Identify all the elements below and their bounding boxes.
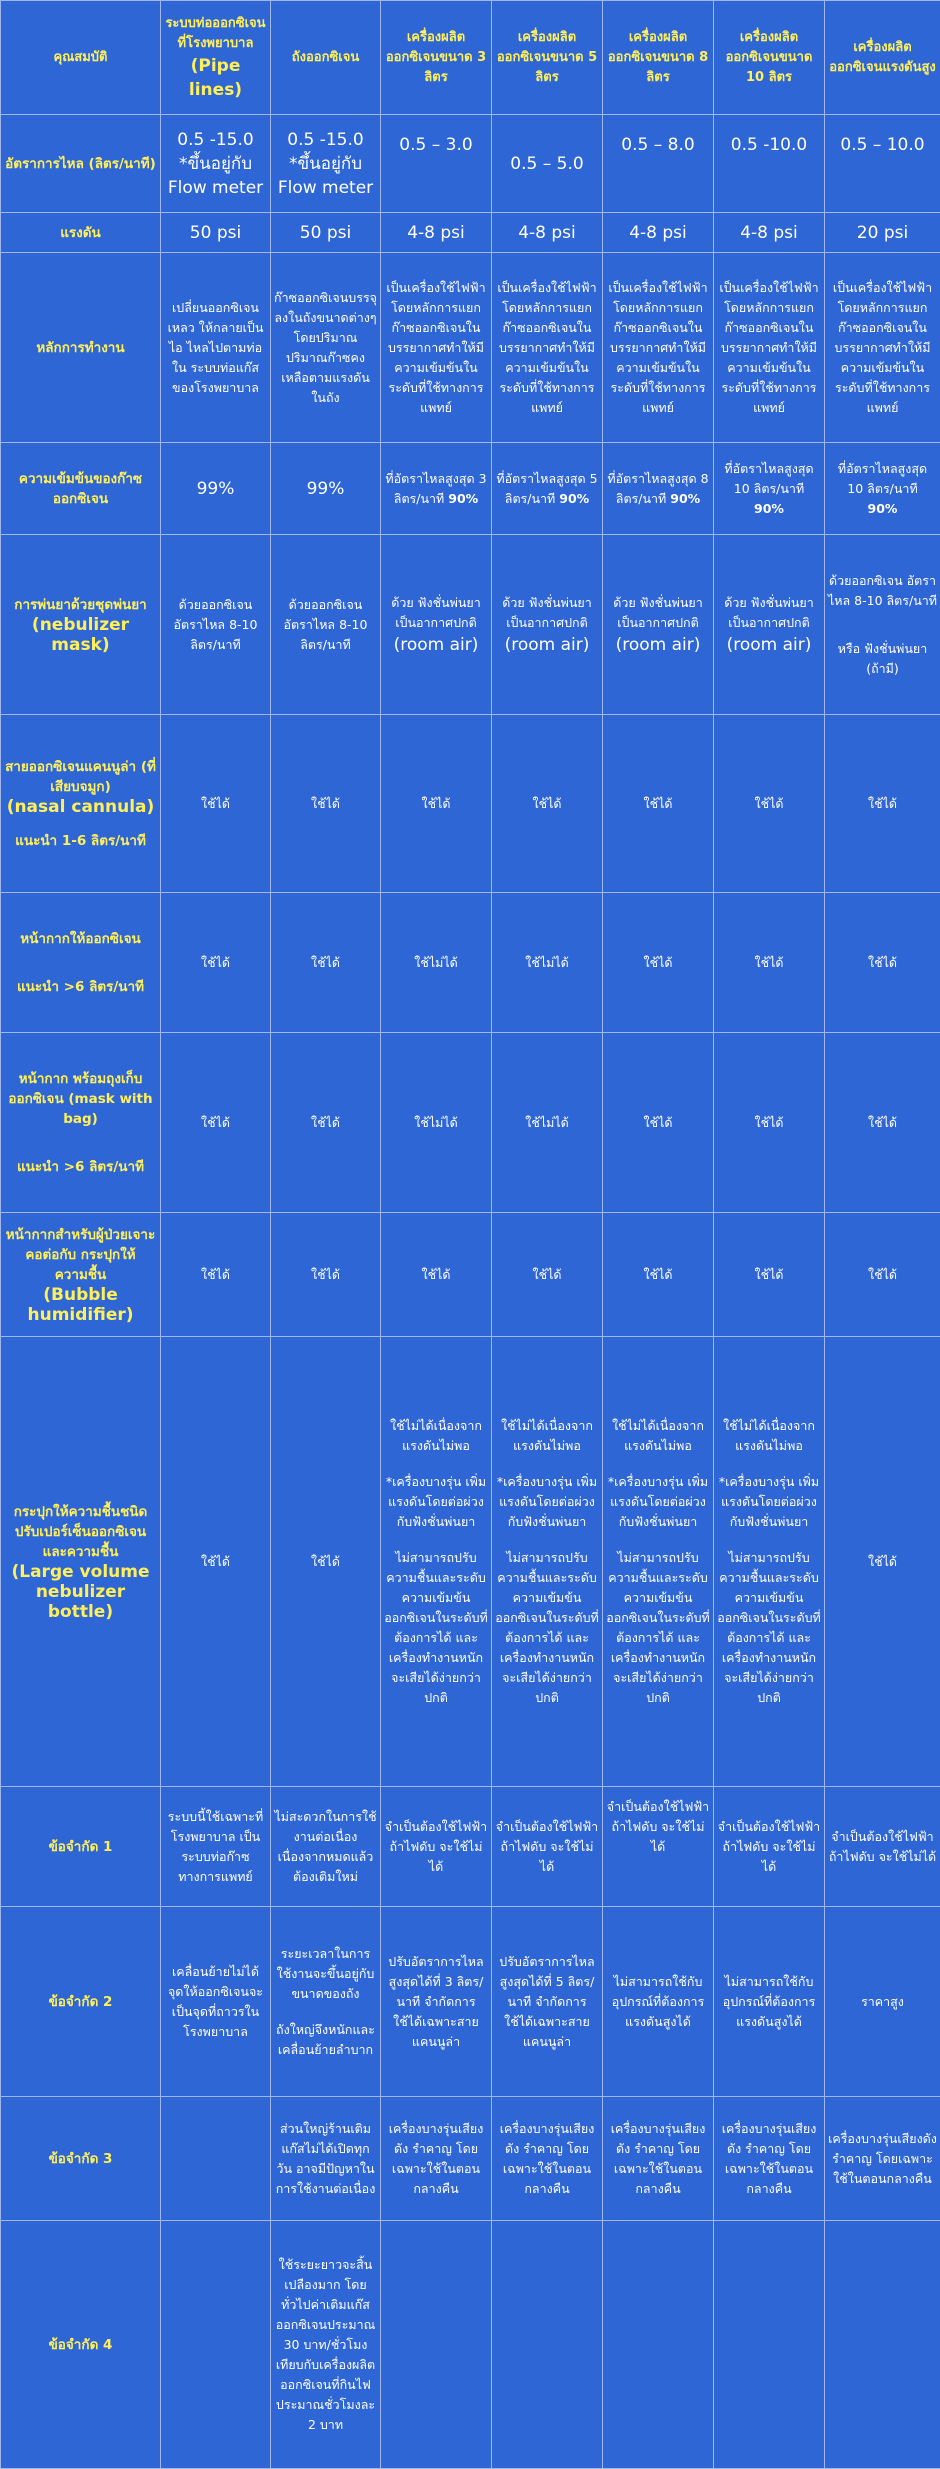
neb-gen10-text: ด้วย ฟังชั่นพ่นยาเป็นอากาศปกติ bbox=[724, 594, 814, 630]
label-cannula-note: แนะนำ 1-6 ลิตร/นาที bbox=[15, 832, 146, 849]
conc-gen8 bbox=[603, 443, 714, 535]
limit3-pipeline bbox=[161, 2097, 271, 2221]
lneb-gen10 bbox=[714, 1337, 825, 1787]
lneb-gen10-c: ไม่สามารถปรับความชื้นและระดับความเข้มข้นออกซิเจนในระดับที่ต้องการได้ และเครื่องทำงานหนักจะเสียได้ง่ายกว่าปกติ bbox=[717, 1549, 821, 1705]
label-humidifier bbox=[1, 1213, 161, 1337]
principle-pipeline: เปลี่ยนออกซิเจนเหลว ให้กลายเป็นไอ ไหลไปตามท่อใน ระบบท่อแก๊สของโรงพยาบาล bbox=[161, 253, 271, 443]
cannula-gen3: ใช้ได้ bbox=[381, 715, 492, 893]
flow-tank bbox=[271, 115, 381, 213]
conc-gen5-text: ที่อัตราไหลสูงสุด 5 ลิตร/นาที bbox=[496, 470, 598, 506]
limit4-tank: ใช้ระยะยาวจะสิ้นเปลืองมาก โดยทั่วไปค่าเติมแก๊สออกซิเจนประมาณ 30 บาท/ชั่วโมง เทียบกับเครื่องผลิตออกซิเจนที่กินไฟประมาณชั่วโมงละ 2 บาท bbox=[271, 2221, 381, 2469]
row-limit3 bbox=[1, 2097, 940, 2221]
lneb-tank: ใช้ได้ bbox=[271, 1337, 381, 1787]
humid-gen3: ใช้ได้ bbox=[381, 1213, 492, 1337]
principle-gen3: เป็นเครื่องใช้ไฟฟ้าโดยหลักการแยกก๊าซออกซิเจนในบรรยากาศทำให้มีความเข้มข้นในระดับที่ใช้ทางการแพทย์ bbox=[381, 253, 492, 443]
cannula-gen5: ใช้ได้ bbox=[492, 715, 603, 893]
label-flow: อัตราการไหล (ลิตร/นาที) bbox=[1, 115, 161, 213]
limit1-pipeline: ระบบนี้ใช้เฉพาะที่โรงพยาบาล เป็นระบบท่อก๊าซทางการแพทย์ bbox=[161, 1787, 271, 1907]
conc-gen10 bbox=[714, 443, 825, 535]
neb-gen3 bbox=[381, 535, 492, 715]
limit4-gen3 bbox=[381, 2221, 492, 2469]
label-nebulizer-en: (nebulizer mask) bbox=[31, 614, 130, 655]
row-concentration bbox=[1, 443, 940, 535]
cannula-genhp: ใช้ได้ bbox=[825, 715, 940, 893]
flow-gen10: 0.5 -10.0 bbox=[714, 115, 825, 213]
neb-gen8 bbox=[603, 535, 714, 715]
label-concentration: ความเข้มข้นของก๊าซออกซิเจน bbox=[1, 443, 161, 535]
header-gen8: เครื่องผลิตออกซิเจนขนาด 8 ลิตร bbox=[603, 1, 714, 115]
lneb-gen8-b: *เครื่องบางรุ่น เพิ่มแรงดันโดยต่อผ่วงกับฟังชั่นพ่นยา bbox=[607, 1473, 709, 1529]
label-cannula bbox=[1, 715, 161, 893]
neb-tank: ด้วยออกซิเจน อัตราไหล 8-10 ลิตร/นาที bbox=[271, 535, 381, 715]
limit2-gen8: ไม่สามารถใช้กับอุปกรณ์ที่ต้องการแรงดันสูงได้ bbox=[603, 1907, 714, 2097]
row-cannula bbox=[1, 715, 940, 893]
limit4-gen8 bbox=[603, 2221, 714, 2469]
label-mask-th: หน้ากากให้ออกซิเจน bbox=[20, 930, 141, 947]
pressure-gen5: 4-8 psi bbox=[492, 213, 603, 253]
header-gen3: เครื่องผลิตออกซิเจนขนาด 3 ลิตร bbox=[381, 1, 492, 115]
pressure-genhp: 20 psi bbox=[825, 213, 940, 253]
limit4-pipeline bbox=[161, 2221, 271, 2469]
humid-pipeline: ใช้ได้ bbox=[161, 1213, 271, 1337]
cannula-gen8: ใช้ได้ bbox=[603, 715, 714, 893]
row-limit2 bbox=[1, 1907, 940, 2097]
header-genhp: เครื่องผลิตออกซิเจนแรงดันสูง bbox=[825, 1, 940, 115]
bagmask-genhp: ใช้ได้ bbox=[825, 1033, 940, 1213]
conc-gen8-value: 90% bbox=[670, 490, 701, 506]
header-gen5: เครื่องผลิตออกซิเจนขนาด 5 ลิตร bbox=[492, 1, 603, 115]
neb-gen10 bbox=[714, 535, 825, 715]
neb-gen8-text: ด้วย ฟังชั่นพ่นยาเป็นอากาศปกติ bbox=[613, 594, 703, 630]
flow-tank-note: *ขึ้นอยู่กับ Flow meter bbox=[277, 153, 374, 198]
lneb-gen5 bbox=[492, 1337, 603, 1787]
flow-tank-value: 0.5 -15.0 bbox=[287, 129, 364, 150]
limit3-genhp: เครื่องบางรุ่นเสียงดัง รำคาญ โดยเฉพาะใช้ในตอนกลางคืน bbox=[825, 2097, 940, 2221]
limit2-tank-b: ถังใหญ่จึงหนักและเคลื่อนย้ายลำบาก bbox=[276, 2021, 375, 2057]
row-humidifier bbox=[1, 1213, 940, 1337]
lneb-gen3-c: ไม่สามารถปรับความชื้นและระดับความเข้มข้นออกซิเจนในระดับที่ต้องการได้ และเครื่องทำงานหนักจะเสียได้ง่ายกว่าปกติ bbox=[384, 1549, 488, 1705]
cannula-pipeline: ใช้ได้ bbox=[161, 715, 271, 893]
bagmask-pipeline: ใช้ได้ bbox=[161, 1033, 271, 1213]
header-tank: ถังออกซิเจน bbox=[271, 1, 381, 115]
humid-gen5: ใช้ได้ bbox=[492, 1213, 603, 1337]
neb-genhp-a: ด้วยออกซิเจน อัตราไหล 8-10 ลิตร/นาที bbox=[828, 572, 938, 608]
limit3-gen8: เครื่องบางรุ่นเสียงดัง รำคาญ โดยเฉพาะใช้ในตอนกลางคืน bbox=[603, 2097, 714, 2221]
label-principle: หลักการทำงาน bbox=[1, 253, 161, 443]
limit2-gen5: ปรับอัตราการไหลสูงสุดได้ที่ 5 ลิตร/นาที จำกัดการใช้ได้เฉพาะสายแคนนูล่า bbox=[492, 1907, 603, 2097]
limit2-tank-a: ระยะเวลาในการใช้งานจะขึ้นอยู่กับขนาดของถัง bbox=[276, 1945, 375, 2001]
flow-gen3: 0.5 – 3.0 bbox=[381, 115, 492, 213]
neb-pipeline: ด้วยออกซิเจน อัตราไหล 8-10 ลิตร/นาที bbox=[161, 535, 271, 715]
label-bagmask-note: แนะนำ >6 ลิตร/นาที bbox=[16, 1158, 145, 1175]
limit4-gen10 bbox=[714, 2221, 825, 2469]
label-cannula-th: สายออกซิเจนแคนนูล่า (ที่เสียบจมูก) bbox=[5, 758, 156, 795]
bagmask-tank: ใช้ได้ bbox=[271, 1033, 381, 1213]
limit2-tank bbox=[271, 1907, 381, 2097]
label-mask-note: แนะนำ >6 ลิตร/นาที bbox=[16, 978, 145, 995]
lneb-gen8-a: ใช้ไม่ได้เนื่องจากแรงดันไม่พอ bbox=[612, 1417, 704, 1453]
pressure-gen3: 4-8 psi bbox=[381, 213, 492, 253]
neb-gen8-en: (room air) bbox=[615, 634, 701, 655]
pressure-pipeline: 50 psi bbox=[161, 213, 271, 253]
conc-gen10-value: 90% bbox=[754, 500, 784, 516]
humid-tank: ใช้ได้ bbox=[271, 1213, 381, 1337]
row-pressure bbox=[1, 213, 940, 253]
conc-tank: 99% bbox=[271, 443, 381, 535]
bagmask-gen8: ใช้ได้ bbox=[603, 1033, 714, 1213]
principle-tank: ก๊าซออกซิเจนบรรจุลงในถังขนาดต่างๆ โดยปริมาณปริมาณก๊าซคงเหลือตามแรงดันในถัง bbox=[271, 253, 381, 443]
flow-gen5: 0.5 – 5.0 bbox=[492, 115, 603, 213]
principle-gen10: เป็นเครื่องใช้ไฟฟ้าโดยหลักการแยกก๊าซออกซิเจนในบรรยากาศทำให้มีความเข้มข้นในระดับที่ใช้ทางการแพทย์ bbox=[714, 253, 825, 443]
conc-genhp-text: ที่อัตราไหลสูงสุด 10 ลิตร/นาที bbox=[837, 460, 928, 496]
label-nebulizer-th: การพ่นยาด้วยชุดพ่นยา bbox=[14, 596, 147, 613]
mask-gen3: ใช้ไม่ได้ bbox=[381, 893, 492, 1033]
conc-gen3 bbox=[381, 443, 492, 535]
label-bagmask-th: หน้ากาก พร้อมถุงเก็บออกซิเจน (mask with bag) bbox=[8, 1070, 153, 1127]
pressure-tank: 50 psi bbox=[271, 213, 381, 253]
limit3-gen5: เครื่องบางรุ่นเสียงดัง รำคาญ โดยเฉพาะใช้ในตอนกลางคืน bbox=[492, 2097, 603, 2221]
mask-gen5: ใช้ไม่ได้ bbox=[492, 893, 603, 1033]
flow-pipeline bbox=[161, 115, 271, 213]
conc-genhp bbox=[825, 443, 940, 535]
label-pressure: แรงดัน bbox=[1, 213, 161, 253]
lneb-gen5-b: *เครื่องบางรุ่น เพิ่มแรงดันโดยต่อผ่วงกับฟังชั่นพ่นยา bbox=[496, 1473, 598, 1529]
lneb-pipeline: ใช้ได้ bbox=[161, 1337, 271, 1787]
limit3-gen10: เครื่องบางรุ่นเสียงดัง รำคาญ โดยเฉพาะใช้ในตอนกลางคืน bbox=[714, 2097, 825, 2221]
bagmask-gen5: ใช้ไม่ได้ bbox=[492, 1033, 603, 1213]
limit2-gen10: ไม่สามารถใช้กับอุปกรณ์ที่ต้องการแรงดันสูงได้ bbox=[714, 1907, 825, 2097]
limit1-gen10: จำเป็นต้องใช้ไฟฟ้า ถ้าไฟดับ จะใช้ไม่ได้ bbox=[714, 1787, 825, 1907]
pressure-gen10: 4-8 psi bbox=[714, 213, 825, 253]
cannula-gen10: ใช้ได้ bbox=[714, 715, 825, 893]
header-gen10: เครื่องผลิตออกซิเจนขนาด 10 ลิตร bbox=[714, 1, 825, 115]
header-property: คุณสมบัติ bbox=[1, 1, 161, 115]
row-principle bbox=[1, 253, 940, 443]
row-limit4 bbox=[1, 2221, 940, 2469]
lneb-gen8 bbox=[603, 1337, 714, 1787]
header-pipeline bbox=[161, 1, 271, 115]
limit3-tank: ส่วนใหญ่ร้านเติมแก๊สไม่ได้เปิดทุกวัน อาจมีปัญหาในการใช้งานต่อเนื่อง bbox=[271, 2097, 381, 2221]
bagmask-gen3: ใช้ไม่ได้ bbox=[381, 1033, 492, 1213]
label-nebulizer bbox=[1, 535, 161, 715]
mask-tank: ใช้ได้ bbox=[271, 893, 381, 1033]
conc-gen3-value: 90% bbox=[448, 490, 479, 506]
label-limit2: ข้อจำกัด 2 bbox=[1, 1907, 161, 2097]
lneb-gen3-a: ใช้ไม่ได้เนื่องจากแรงดันไม่พอ bbox=[390, 1417, 482, 1453]
lneb-gen3 bbox=[381, 1337, 492, 1787]
conc-genhp-value: 90% bbox=[867, 500, 898, 516]
principle-genhp: เป็นเครื่องใช้ไฟฟ้าโดยหลักการแยกก๊าซออกซิเจนในบรรยากาศทำให้มีความเข้มข้นในระดับที่ใช้ทางการแพทย์ bbox=[825, 253, 940, 443]
mask-pipeline: ใช้ได้ bbox=[161, 893, 271, 1033]
cannula-tank: ใช้ได้ bbox=[271, 715, 381, 893]
row-nebulizer bbox=[1, 535, 940, 715]
row-largeneb bbox=[1, 1337, 940, 1787]
header-pipeline-en: (Pipe lines) bbox=[188, 55, 243, 100]
lneb-gen10-a: ใช้ไม่ได้เนื่องจากแรงดันไม่พอ bbox=[723, 1417, 815, 1453]
flow-gen8: 0.5 – 8.0 bbox=[603, 115, 714, 213]
label-limit1: ข้อจำกัด 1 bbox=[1, 1787, 161, 1907]
lneb-gen8-c: ไม่สามารถปรับความชื้นและระดับความเข้มข้นออกซิเจนในระดับที่ต้องการได้ และเครื่องทำงานหนักจะเสียได้ง่ายกว่าปกติ bbox=[606, 1549, 710, 1705]
limit1-gen5: จำเป็นต้องใช้ไฟฟ้า ถ้าไฟดับ จะใช้ไม่ได้ bbox=[492, 1787, 603, 1907]
flow-genhp: 0.5 – 10.0 bbox=[825, 115, 940, 213]
label-mask bbox=[1, 893, 161, 1033]
label-bagmask bbox=[1, 1033, 161, 1213]
neb-gen3-text: ด้วย ฟังชั่นพ่นยาเป็นอากาศปกติ bbox=[391, 594, 481, 630]
conc-gen3-text: ที่อัตราไหลสูงสุด 3 ลิตร/นาที bbox=[385, 470, 487, 506]
label-largeneb-en: (Large volume nebulizer bottle) bbox=[11, 1561, 150, 1622]
label-humidifier-th: หน้ากากสำหรับผู้ป่วยเจาะคอต่อกับ กระปุกให้ความชื้น bbox=[5, 1226, 156, 1283]
principle-gen8: เป็นเครื่องใช้ไฟฟ้าโดยหลักการแยกก๊าซออกซิเจนในบรรยากาศทำให้มีความเข้มข้นในระดับที่ใช้ทางการแพทย์ bbox=[603, 253, 714, 443]
neb-genhp bbox=[825, 535, 940, 715]
humid-gen8: ใช้ได้ bbox=[603, 1213, 714, 1337]
limit3-gen3: เครื่องบางรุ่นเสียงดัง รำคาญ โดยเฉพาะใช้ในตอนกลางคืน bbox=[381, 2097, 492, 2221]
humid-genhp: ใช้ได้ bbox=[825, 1213, 940, 1337]
pressure-gen8: 4-8 psi bbox=[603, 213, 714, 253]
bagmask-gen10: ใช้ได้ bbox=[714, 1033, 825, 1213]
lneb-gen10-b: *เครื่องบางรุ่น เพิ่มแรงดันโดยต่อผ่วงกับฟังชั่นพ่นยา bbox=[718, 1473, 820, 1529]
limit1-tank: ไม่สะดวกในการใช้งานต่อเนื่อง เนื่องจากหมดแล้วต้องเติมใหม่ bbox=[271, 1787, 381, 1907]
neb-gen10-en: (room air) bbox=[726, 634, 812, 655]
lneb-genhp: ใช้ได้ bbox=[825, 1337, 940, 1787]
row-bagmask bbox=[1, 1033, 940, 1213]
row-mask bbox=[1, 893, 940, 1033]
label-largeneb-th: กระปุกให้ความชื้นชนิดปรับเปอร์เซ็นออกซิเจนและความชื้น bbox=[13, 1503, 148, 1560]
lneb-gen3-b: *เครื่องบางรุ่น เพิ่มแรงดันโดยต่อผ่วงกับฟังชั่นพ่นยา bbox=[385, 1473, 487, 1529]
conc-gen5 bbox=[492, 443, 603, 535]
limit4-genhp bbox=[825, 2221, 940, 2469]
limit2-genhp: ราคาสูง bbox=[825, 1907, 940, 2097]
conc-gen5-value: 90% bbox=[559, 490, 590, 506]
limit2-pipeline: เคลื่อนย้ายไม่ได้ จุดให้ออกซิเจนจะเป็นจุดที่ถาวรใน โรงพยาบาล bbox=[161, 1907, 271, 2097]
label-limit3: ข้อจำกัด 3 bbox=[1, 2097, 161, 2221]
neb-gen5-en: (room air) bbox=[504, 634, 590, 655]
limit1-gen3: จำเป็นต้องใช้ไฟฟ้า ถ้าไฟดับ จะใช้ไม่ได้ bbox=[381, 1787, 492, 1907]
mask-gen8: ใช้ได้ bbox=[603, 893, 714, 1033]
limit1-gen8: จำเป็นต้องใช้ไฟฟ้า ถ้าไฟดับ จะใช้ไม่ได้ bbox=[603, 1787, 714, 1907]
conc-pipeline: 99% bbox=[161, 443, 271, 535]
limit4-gen5 bbox=[492, 2221, 603, 2469]
principle-gen5: เป็นเครื่องใช้ไฟฟ้าโดยหลักการแยกก๊าซออกซิเจนในบรรยากาศทำให้มีความเข้มข้นในระดับที่ใช้ทางการแพทย์ bbox=[492, 253, 603, 443]
flow-pipeline-value: 0.5 -15.0 bbox=[177, 129, 254, 150]
header-pipeline-th: ระบบท่อออกซิเจนที่โรงพยาบาล bbox=[165, 15, 266, 51]
limit2-gen3: ปรับอัตราการไหลสูงสุดได้ที่ 3 ลิตร/นาที จำกัดการใช้ได้เฉพาะสายแคนนูล่า bbox=[381, 1907, 492, 2097]
row-limit1 bbox=[1, 1787, 940, 1907]
label-limit4: ข้อจำกัด 4 bbox=[1, 2221, 161, 2469]
humid-gen10: ใช้ได้ bbox=[714, 1213, 825, 1337]
neb-gen5 bbox=[492, 535, 603, 715]
lneb-gen5-a: ใช้ไม่ได้เนื่องจากแรงดันไม่พอ bbox=[501, 1417, 593, 1453]
flow-pipeline-note: *ขึ้นอยู่กับ Flow meter bbox=[167, 153, 264, 198]
conc-gen8-text: ที่อัตราไหลสูงสุด 8 ลิตร/นาที bbox=[607, 470, 709, 506]
conc-gen10-text: ที่อัตราไหลสูงสุด 10 ลิตร/นาที bbox=[724, 460, 814, 496]
label-cannula-en: (nasal cannula) bbox=[6, 796, 155, 817]
label-largeneb bbox=[1, 1337, 161, 1787]
limit1-genhp: จำเป็นต้องใช้ไฟฟ้า ถ้าไฟดับ จะใช้ไม่ได้ bbox=[825, 1787, 940, 1907]
mask-genhp: ใช้ได้ bbox=[825, 893, 940, 1033]
header-row bbox=[1, 1, 940, 115]
neb-gen5-text: ด้วย ฟังชั่นพ่นยาเป็นอากาศปกติ bbox=[502, 594, 592, 630]
neb-gen3-en: (room air) bbox=[393, 634, 479, 655]
lneb-gen5-c: ไม่สามารถปรับความชื้นและระดับความเข้มข้นออกซิเจนในระดับที่ต้องการได้ และเครื่องทำงานหนักจะเสียได้ง่ายกว่าปกติ bbox=[495, 1549, 599, 1705]
row-flow bbox=[1, 115, 940, 213]
mask-gen10: ใช้ได้ bbox=[714, 893, 825, 1033]
label-humidifier-en: (Bubble humidifier) bbox=[27, 1284, 134, 1325]
neb-genhp-b: หรือ ฟังชั่นพ่นยา (ถ้ามี) bbox=[837, 640, 928, 676]
